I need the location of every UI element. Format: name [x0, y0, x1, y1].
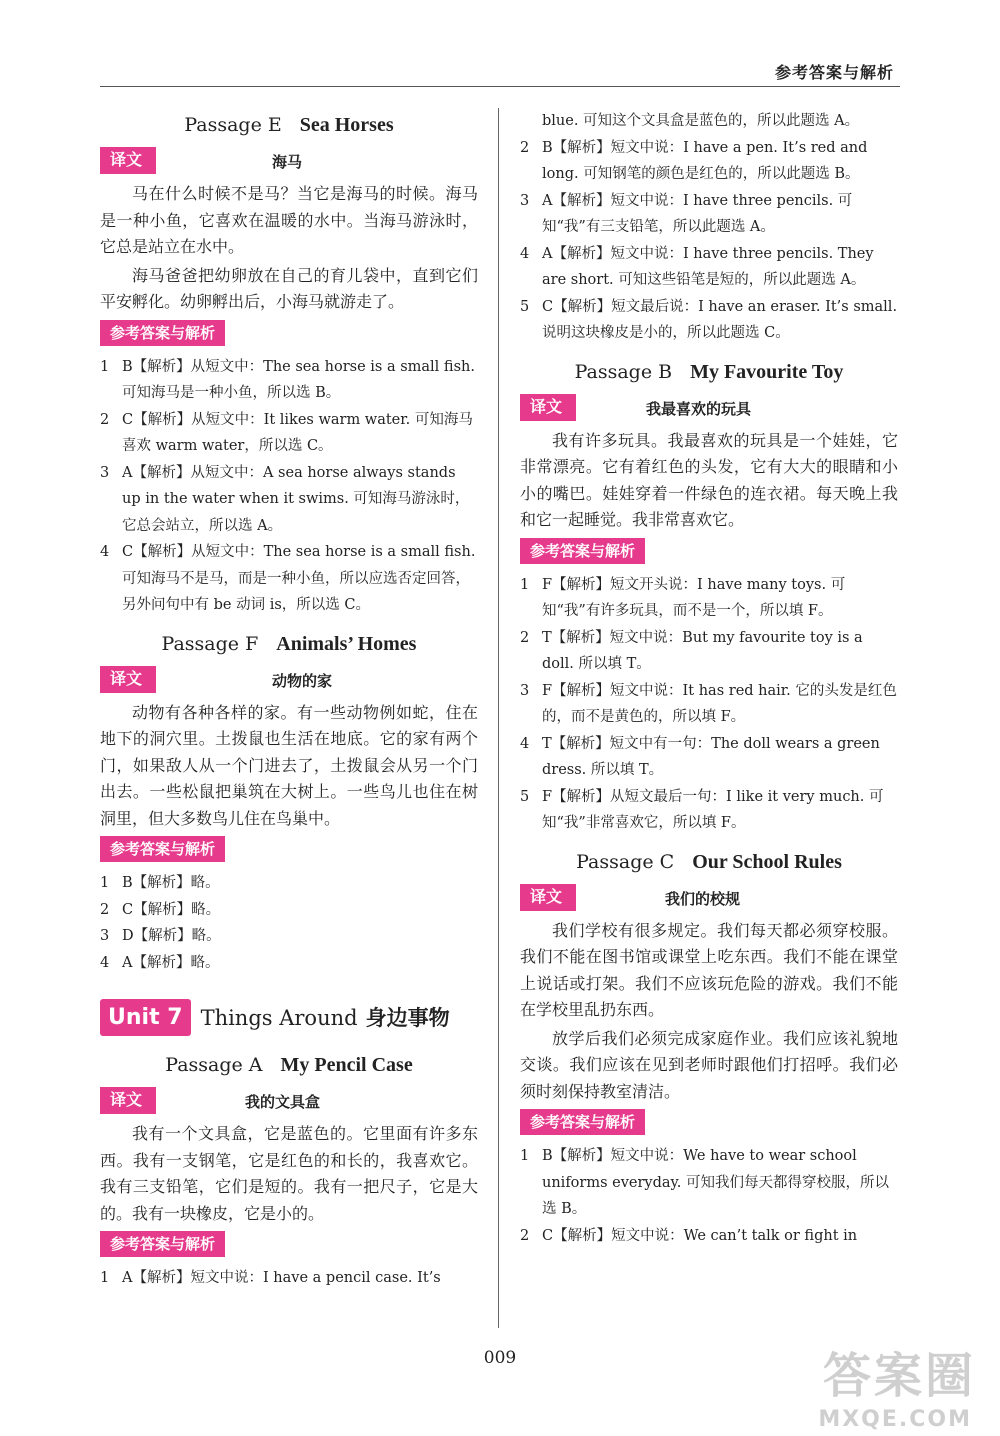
translation-paragraph: 我有一个文具盒，它是蓝色的。它里面有许多东西。我有一支钢笔，它是红色的和长的，我喜欢它。我有三支铅笔，它们是短的。我有一把尺子，它是大的。我有一块橡皮，它是小的。	[100, 1124, 478, 1223]
answer-item: 2 T【解析】短文中说：But my favourite toy is a doll. 所以填 T。	[520, 629, 863, 672]
unit-heading	[100, 994, 478, 1040]
passage-heading: My Favourite Toy	[690, 360, 844, 383]
passage-label: Passage B	[574, 360, 673, 383]
translation-header	[520, 884, 898, 912]
answer-item: 1 B【解析】从短文中：The sea horse is a small fish. 可知海马是一种小鱼，所以选 B。	[100, 358, 475, 401]
passage-c-title	[520, 851, 898, 874]
passage-label: Passage A	[165, 1054, 263, 1076]
column-divider	[498, 108, 499, 1328]
translation-title: 我的文具盒	[245, 1093, 321, 1111]
passage-label: Passage F	[161, 632, 259, 655]
translation-tag: 译文	[520, 394, 576, 421]
passage-e-title	[100, 114, 478, 137]
answer-item: 3 A【解析】从短文中：A sea horse always stands up in the water when it swims. 可知海马游泳时，它总会站立，所以选 A。	[100, 464, 470, 534]
answers-header	[100, 320, 478, 348]
translation-paragraph: 马在什么时候不是马？当它是海马的时候。海马是一种小鱼，它喜欢在温暖的水中。当海马游泳时，它总是站立在水中。	[100, 184, 478, 256]
passage-label: Passage E	[184, 114, 282, 136]
answer-item: 1 F【解析】短文开头说：I have many toys. 可知“我”有许多玩具，而不是一个，所以填 F。	[520, 576, 846, 619]
answers-header	[100, 1231, 478, 1259]
left-column	[100, 108, 478, 1292]
answer-item: 3 A【解析】短文中说：I have three pencils. 可知“我”有三支铅笔，所以此题选 A。	[520, 192, 853, 235]
translation-header	[100, 666, 478, 694]
watermark-url: MXQE.COM	[818, 1407, 972, 1432]
right-column	[520, 108, 898, 1249]
answer-item: 1 B【解析】略。	[100, 875, 220, 891]
translation-header	[100, 147, 478, 175]
translation-title: 我们的校规	[665, 889, 741, 908]
translation-tag: 译文	[100, 147, 156, 174]
answers-header	[520, 538, 898, 566]
answer-item: 4 A【解析】短文中说：I have three pencils. They are short. 可知这些铅笔是短的，所以此题选 A。	[520, 245, 874, 288]
answers-tag: 参考答案与解析	[520, 1109, 645, 1135]
passage-heading: Animals’ Homes	[276, 632, 417, 655]
header-rule	[100, 86, 900, 87]
translation-header	[520, 394, 898, 422]
answer-item: 5 C【解析】短文最后说：I have an eraser. It’s small. 说明这块橡皮是小的，所以此题选 C。	[520, 298, 898, 341]
page-number: 009	[483, 1348, 517, 1368]
translation-paragraph: 我有许多玩具。我最喜欢的玩具是一个娃娃，它非常漂亮。它有着红色的头发，它有大大的眼睛和小小的嘴巴。娃娃穿着一件绿色的连衣裙。每天晚上我和它一起睡觉。我非常喜欢它。	[520, 430, 898, 529]
passage-f-title	[100, 633, 478, 656]
answers-tag: 参考答案与解析	[520, 538, 645, 564]
translation-tag: 译文	[100, 666, 156, 693]
passage-heading: Sea Horses	[299, 114, 394, 136]
answer-item: 3 F【解析】短文中说：It has red hair. 它的头发是红色的，而不是黄色的，所以填 F。	[520, 682, 897, 725]
watermark-logo: 答案圈	[822, 1348, 976, 1404]
answers-tag: 参考答案与解析	[100, 1231, 225, 1257]
answer-item: 2 C【解析】从短文中：It likes warm water. 可知海马喜欢 warm water，所以选 C。	[100, 411, 473, 454]
translation-tag: 译文	[100, 1087, 156, 1114]
translation-header	[100, 1087, 478, 1115]
answer-item: 2 B【解析】短文中说：I have a pen. It’s red and long. 可知钢笔的颜色是红色的，所以此题选 B。	[520, 139, 868, 182]
translation-title: 动物的家	[272, 671, 333, 690]
translation-title: 我最喜欢的玩具	[646, 399, 752, 418]
translation-paragraph: 我们学校有很多规定。我们每天都必须穿校服。我们不能在图书馆或课堂上吃东西。我们不能在课堂上说话或打架。我们不应该玩危险的游戏。我们不能在学校里乱扔东西。	[520, 920, 898, 1019]
passage-heading: My Pencil Case	[280, 1054, 413, 1076]
passage-label: Passage C	[576, 850, 675, 873]
passage-b-title	[520, 361, 898, 384]
answers-header	[100, 836, 478, 864]
answer-item: 3 D【解析】略。	[100, 928, 221, 944]
answers-tag: 参考答案与解析	[100, 320, 225, 346]
running-header: 参考答案与解析	[774, 63, 894, 82]
answer-item: 2 C【解析】短文中说：We can’t talk or fight in	[520, 1227, 858, 1244]
answers-tag: 参考答案与解析	[100, 836, 225, 862]
translation-paragraph: 放学后我们必须完成家庭作业。我们应该礼貌地交谈。我们应该在见到老师时跟他们打招呼。我们必须时刻保持教室清洁。	[520, 1028, 898, 1101]
unit-title: Things Around 身边事物	[200, 1005, 450, 1030]
translation-paragraph: 动物有各种各样的家。有一些动物例如蛇，住在地下的洞穴里。土拨鼠也生活在地底。它的家有两个门，如果敌人从一个门进去了，土拨鼠会从另一个门出去。一些松鼠把巢筑在大树上。一些鸟儿也住在树洞里，但大多数鸟儿住在鸟巢中。	[100, 702, 478, 828]
answer-item: 5 F【解析】从短文最后一句：I like it very much. 可知“我”非常喜欢它，所以填 F。	[520, 788, 884, 831]
unit-badge: Unit 7	[100, 999, 191, 1036]
answer-item: 4 A【解析】略。	[100, 954, 220, 971]
translation-paragraph: 海马爸爸把幼卵放在自己的育儿袋中，直到它们平安孵化。幼卵孵出后，小海马就游走了。	[100, 265, 478, 311]
answer-item: 1 A【解析】短文中说：I have a pencil case. It’s	[100, 1270, 441, 1286]
passage-a-title	[100, 1054, 478, 1077]
answer-item: 1 B【解析】短文中说：We have to wear school uniforms everyday. 可知我们每天都得穿校服，所以选 B。	[520, 1148, 890, 1217]
answers-header	[520, 1109, 898, 1137]
passage-heading: Our School Rules	[692, 850, 842, 873]
answer-item: 4 T【解析】短文中有一句：The doll wears a green dress. 所以填 T。	[520, 735, 880, 778]
answer-item: 4 C【解析】从短文中：The sea horse is a small fish. 可知海马不是马，而是一种小鱼，所以应选否定回答，另外问句中有 be 动词 is，所以选 C。	[100, 544, 476, 613]
answer-item: 2 C【解析】略。	[100, 901, 221, 918]
answer-item: blue. 可知这个文具盒是蓝色的，所以此题选 A。	[542, 113, 860, 129]
translation-title: 海马	[272, 153, 303, 171]
translation-tag: 译文	[520, 884, 576, 911]
